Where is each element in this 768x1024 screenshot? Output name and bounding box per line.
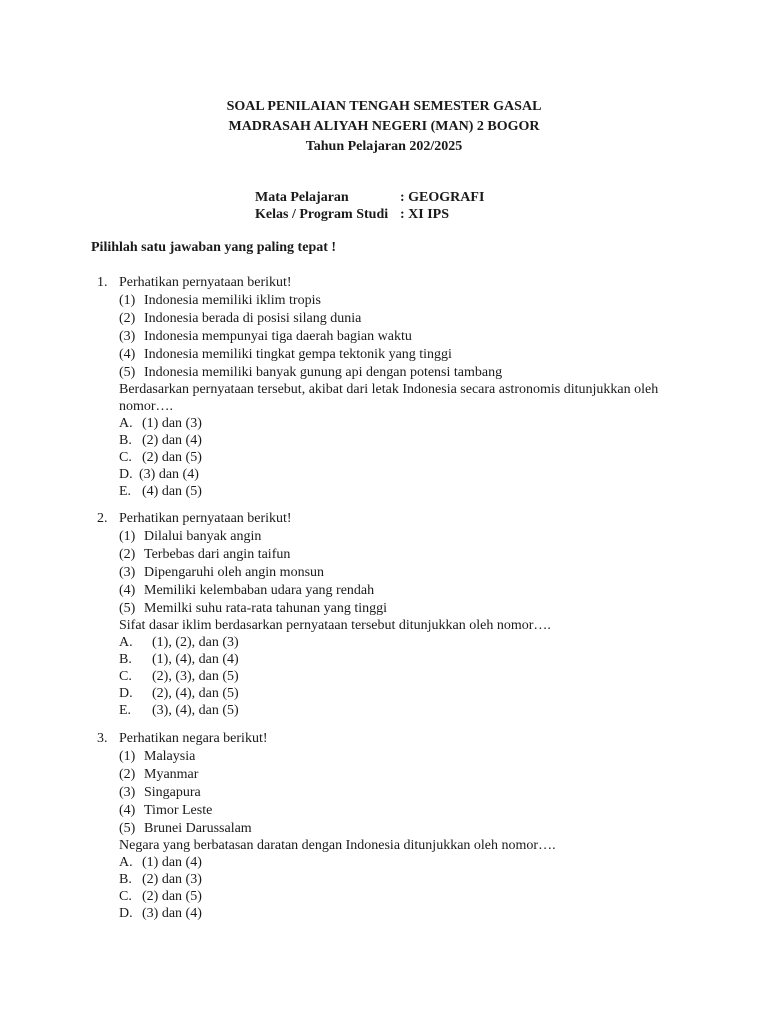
- option-text: (1), (2), dan (3): [152, 635, 239, 650]
- statement-text: Memilki suhu rata-rata tahunan yang tinggi: [144, 601, 387, 616]
- answer-option[interactable]: [119, 685, 677, 702]
- question-intro: Perhatikan pernyataan berikut!: [119, 275, 292, 290]
- statement: [119, 364, 677, 381]
- answer-option[interactable]: [119, 651, 677, 668]
- statement-number: (4): [119, 347, 136, 362]
- option-text: (4) dan (5): [142, 484, 202, 499]
- statement-number: (5): [119, 821, 136, 836]
- question-body: [119, 528, 677, 719]
- option-text: (2), (4), dan (5): [152, 686, 239, 701]
- instruction: Pilihlah satu jawaban yang paling tepat !: [91, 240, 337, 255]
- question-number: 2.: [97, 511, 108, 526]
- statement-number: (2): [119, 767, 136, 782]
- statement: [119, 564, 677, 581]
- header-year: Tahun Pelajaran 202/2025: [305, 139, 463, 154]
- statement: [119, 310, 677, 327]
- option-letter: B.: [119, 652, 132, 667]
- statement-text: Indonesia memiliki tingkat gempa tektonik yang tinggi: [144, 347, 452, 362]
- statement-text: Malaysia: [144, 749, 196, 764]
- option-letter: A.: [119, 635, 133, 650]
- option-text: (2), (3), dan (5): [152, 669, 239, 684]
- question-header: [97, 730, 677, 747]
- statement: [119, 546, 677, 563]
- option-letter: D.: [119, 906, 133, 921]
- subject-row: [255, 189, 484, 206]
- option-letter: C.: [119, 450, 132, 465]
- answer-option[interactable]: [119, 415, 677, 432]
- option-letter: A.: [119, 855, 133, 870]
- question-body: [119, 292, 677, 500]
- statement-text: Indonesia memiliki iklim tropis: [144, 293, 321, 308]
- option-letter: B.: [119, 433, 132, 448]
- question-header: [97, 510, 677, 527]
- answer-option[interactable]: [119, 432, 677, 449]
- class-value: : XI IPS: [400, 207, 450, 222]
- question-number: 1.: [97, 275, 108, 290]
- statement: [119, 820, 677, 837]
- statement: [119, 802, 677, 819]
- answer-option[interactable]: [119, 483, 677, 500]
- option-text: (2) dan (5): [142, 889, 202, 904]
- option-text: (1) dan (4): [142, 855, 202, 870]
- option-letter: D.: [119, 686, 133, 701]
- option-text: (2) dan (3): [142, 872, 202, 887]
- option-letter: E.: [119, 703, 132, 718]
- statement-number: (2): [119, 547, 136, 562]
- statement: [119, 748, 677, 765]
- statement-text: Memiliki kelembaban udara yang rendah: [144, 583, 375, 598]
- option-letter: A.: [119, 416, 133, 431]
- statement-text: Indonesia memiliki banyak gunung api dengan potensi tambang: [144, 365, 503, 380]
- statement-number: (2): [119, 311, 136, 326]
- question-2: [97, 510, 677, 719]
- document-header: [0, 97, 768, 157]
- option-letter: B.: [119, 872, 132, 887]
- statement: [119, 528, 677, 545]
- header-title: SOAL PENILAIAN TENGAH SEMESTER GASAL: [226, 99, 542, 114]
- statement: [119, 766, 677, 783]
- subject-info: [255, 189, 484, 223]
- option-text: (1) dan (3): [142, 416, 202, 431]
- option-text: (3) dan (4): [142, 906, 202, 921]
- answer-option[interactable]: [119, 854, 677, 871]
- statement-number: (5): [119, 601, 136, 616]
- statement-text: Terbebas dari angin taifun: [144, 547, 291, 562]
- statement-number: (3): [119, 329, 136, 344]
- question-1: [97, 274, 677, 500]
- statement: [119, 292, 677, 309]
- option-text: (1), (4), dan (4): [152, 652, 239, 667]
- statement-text: Indonesia berada di posisi silang dunia: [144, 311, 362, 326]
- answer-option[interactable]: [119, 466, 677, 483]
- answer-option[interactable]: [119, 702, 677, 719]
- statement-text: Brunei Darussalam: [144, 821, 252, 836]
- header-school: MADRASAH ALIYAH NEGERI (MAN) 2 BOGOR: [228, 119, 540, 134]
- question-intro: Perhatikan pernyataan berikut!: [119, 511, 292, 526]
- option-text: (2) dan (5): [142, 450, 202, 465]
- answer-option[interactable]: [119, 449, 677, 466]
- statement-text: Dipengaruhi oleh angin monsun: [144, 565, 325, 580]
- answer-option[interactable]: [119, 888, 677, 905]
- option-letter: D.: [119, 467, 133, 482]
- statement: [119, 346, 677, 363]
- statement-number: (1): [119, 749, 136, 764]
- statement-text: Indonesia mempunyai tiga daerah bagian waktu: [144, 329, 412, 344]
- statement-number: (1): [119, 293, 136, 308]
- subject-value: : GEOGRAFI: [400, 190, 485, 205]
- answer-option[interactable]: [119, 668, 677, 685]
- statement-number: (3): [119, 785, 136, 800]
- answer-option[interactable]: [119, 905, 677, 922]
- statement-number: (4): [119, 803, 136, 818]
- statement: [119, 784, 677, 801]
- option-letter: E.: [119, 484, 132, 499]
- statement: [119, 582, 677, 599]
- option-letter: C.: [119, 669, 132, 684]
- answer-option[interactable]: [119, 871, 677, 888]
- class-row: [255, 206, 484, 223]
- statement-number: (1): [119, 529, 136, 544]
- option-text: (3) dan (4): [139, 467, 199, 482]
- question-intro: Perhatikan negara berikut!: [119, 731, 268, 746]
- statement-text: Timor Leste: [144, 803, 213, 818]
- statement: [119, 328, 677, 345]
- statement-text: Singapura: [144, 785, 201, 800]
- question-3: [97, 730, 677, 922]
- statement-number: (5): [119, 365, 136, 380]
- question-prompt: Sifat dasar iklim berdasarkan pernyataan tersebut ditunjukkan oleh nomor….: [119, 618, 551, 633]
- statement: [119, 600, 677, 617]
- option-letter: C.: [119, 889, 132, 904]
- subject-label: Mata Pelajaran: [255, 190, 349, 205]
- statement-number: (4): [119, 583, 136, 598]
- statement-text: Dilalui banyak angin: [144, 529, 262, 544]
- class-label: Kelas / Program Studi: [255, 207, 389, 222]
- question-prompt: Berdasarkan pernyataan tersebut, akibat dari letak Indonesia secara astronomis ditunjukkan oleh nomor….: [119, 382, 659, 414]
- statement-number: (3): [119, 565, 136, 580]
- statement-text: Myanmar: [144, 767, 199, 782]
- question-body: [119, 748, 677, 922]
- question-number: 3.: [97, 731, 108, 746]
- option-text: (2) dan (4): [142, 433, 202, 448]
- option-text: (3), (4), dan (5): [152, 703, 239, 718]
- question-header: [97, 274, 677, 291]
- question-prompt: Negara yang berbatasan daratan dengan Indonesia ditunjukkan oleh nomor….: [119, 838, 556, 853]
- answer-option[interactable]: [119, 634, 677, 651]
